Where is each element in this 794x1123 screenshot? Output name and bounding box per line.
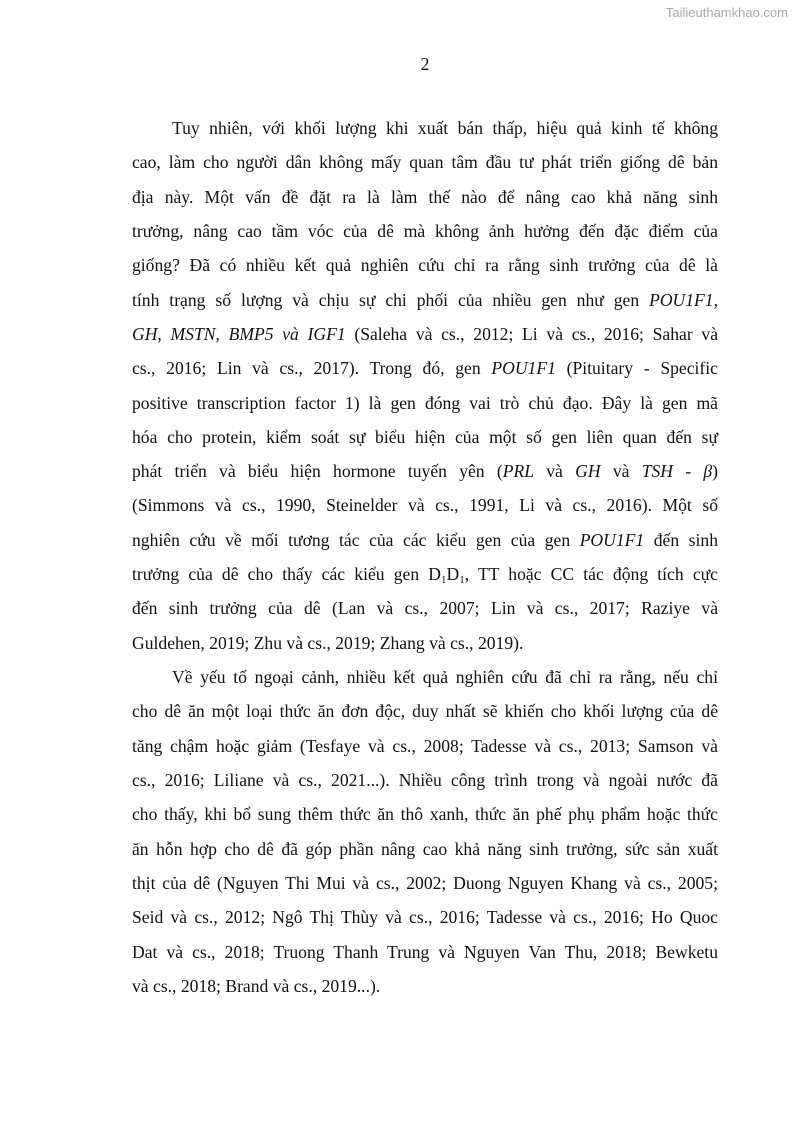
text-segment: trưởng, nâng cao tầm vóc của dê mà không ảnh hưởng đến đặc điểm của — [132, 220, 718, 241]
text-line — [132, 351, 718, 385]
text-segment: ) — [712, 461, 718, 482]
text-segment: Tuy nhiên, với khối lượng khi xuất bán thấp, hiệu quả kinh tế không — [172, 118, 718, 138]
text-segment: tăng chậm hoặc giảm (Tesfaye và cs., 2008; Tadesse và cs., 2013; Samson và — [132, 735, 718, 756]
text-line — [132, 214, 718, 248]
text-segment: cao, làm cho người dân không mấy quan tâm đầu tư phát triển giống dê bản — [132, 152, 718, 173]
page-number: 2 — [420, 54, 430, 74]
italic-text: GH — [575, 461, 601, 482]
text-segment: và cs., 2018; Brand và cs., 2019...). — [132, 975, 381, 996]
text-line — [132, 832, 718, 866]
text-segment: đến sinh — [644, 529, 719, 550]
text-line — [132, 626, 718, 660]
text-line — [132, 763, 718, 797]
text-line — [132, 248, 718, 282]
text-segment: , TT hoặc CC tác động tích cực — [464, 564, 718, 585]
subscript: 1 — [459, 574, 465, 587]
text-segment: địa này. Một vấn đề đặt ra là làm thế nào để nâng cao khả năng sinh — [132, 186, 718, 207]
text-segment: ăn hỗn hợp cho dê đã góp phần nâng cao khả năng sinh trưởng, sức sản xuất — [132, 838, 718, 859]
text-line — [132, 420, 718, 454]
text-segment: (Saleha và cs., 2012; Li và cs., 2016; Sahar và — [345, 323, 718, 344]
text-segment: (Simmons và cs., 1990, Steinelder và cs., 1991, Li và cs., 2016). Một số — [132, 495, 718, 516]
subscript: 1 — [440, 574, 447, 587]
text-segment: giống? Đã có nhiều kết quả nghiên cứu chỉ ra rằng sinh trưởng của dê là — [132, 255, 718, 276]
text-line — [132, 694, 718, 728]
text-segment: Seid và cs., 2012; Ngô Thị Thùy và cs., 2016; Tadesse và cs., 2016; Ho Quoc — [132, 907, 718, 928]
text-line — [132, 283, 718, 317]
text-line — [132, 900, 718, 934]
text-segment: nghiên cứu về mối tương tác của các kiểu gen của gen — [132, 529, 580, 550]
text-segment: tính trạng số lượng và chịu sự chi phối của nhiều gen như gen — [132, 289, 650, 310]
text-segment: Về yếu tố ngoại cảnh, nhiều kết quả nghiên cứu đã chỉ ra rằng, nếu chỉ — [172, 667, 718, 687]
text-segment: positive transcription factor 1) là gen đóng vai trò chủ đạo. Đây là gen mã — [132, 392, 718, 413]
watermark: Tailieuthamkhao.com — [665, 5, 788, 20]
text-segment: cs., 2016; Liliane và cs., 2021...). Nhiều công trình trong và ngoài nước đã — [132, 769, 718, 790]
text-line — [132, 797, 718, 831]
text-segment: và — [600, 461, 642, 482]
italic-text: POU1F1 — [491, 358, 556, 379]
text-line — [132, 523, 718, 557]
italic-text: POU1F1, — [649, 289, 718, 310]
text-line — [132, 660, 718, 694]
text-segment: thịt của dê (Nguyen Thi Mui và cs., 2002; Duong Nguyen Khang và cs., 2005; — [132, 872, 718, 893]
text-line — [132, 386, 718, 420]
text-segment: cho dê ăn một loại thức ăn đơn độc, duy nhất sẽ khiến cho khối lượng của dê — [132, 701, 718, 722]
italic-text: TSH - β — [641, 461, 713, 482]
text-line — [132, 729, 718, 763]
text-line — [132, 488, 718, 522]
italic-text: GH, MSTN, BMP5 và IGF1 — [132, 323, 346, 344]
text-segment: cho thấy, khi bổ sung thêm thức ăn thô xanh, thức ăn phế phụ phẩm hoặc thức — [132, 804, 718, 825]
text-segment: và — [534, 461, 576, 482]
text-segment: Dat và cs., 2018; Truong Thanh Trung và Nguyen Van Thu, 2018; Bewketu — [132, 941, 718, 962]
text-line — [132, 969, 718, 1003]
text-segment: cs., 2016; Lin và cs., 2017). Trong đó, gen — [132, 358, 492, 379]
text-line — [132, 454, 718, 488]
text-segment: (Pituitary - Specific — [555, 358, 718, 379]
italic-text: PRL — [502, 461, 534, 482]
text-segment: Guldehen, 2019; Zhu và cs., 2019; Zhang và cs., 2019). — [132, 632, 524, 653]
text-segment: hóa cho protein, kiểm soát sự biểu hiện của một số gen liên quan đến sự — [132, 426, 718, 447]
document-body — [132, 111, 718, 1003]
text-line — [132, 317, 718, 351]
text-segment: D — [446, 564, 460, 585]
text-segment: đến sinh trưởng của dê (Lan và cs., 2007; Lin và cs., 2017; Raziye và — [132, 598, 718, 619]
text-line — [132, 180, 718, 214]
text-line — [132, 145, 718, 179]
italic-text: POU1F1 — [579, 529, 645, 550]
text-line — [132, 557, 718, 591]
text-line — [132, 935, 718, 969]
text-line — [132, 866, 718, 900]
text-segment: trưởng của dê cho thấy các kiểu gen D — [132, 564, 441, 585]
text-line — [132, 111, 718, 145]
text-segment: phát triển và biểu hiện hormone tuyến yên ( — [132, 461, 503, 482]
text-line — [132, 591, 718, 625]
